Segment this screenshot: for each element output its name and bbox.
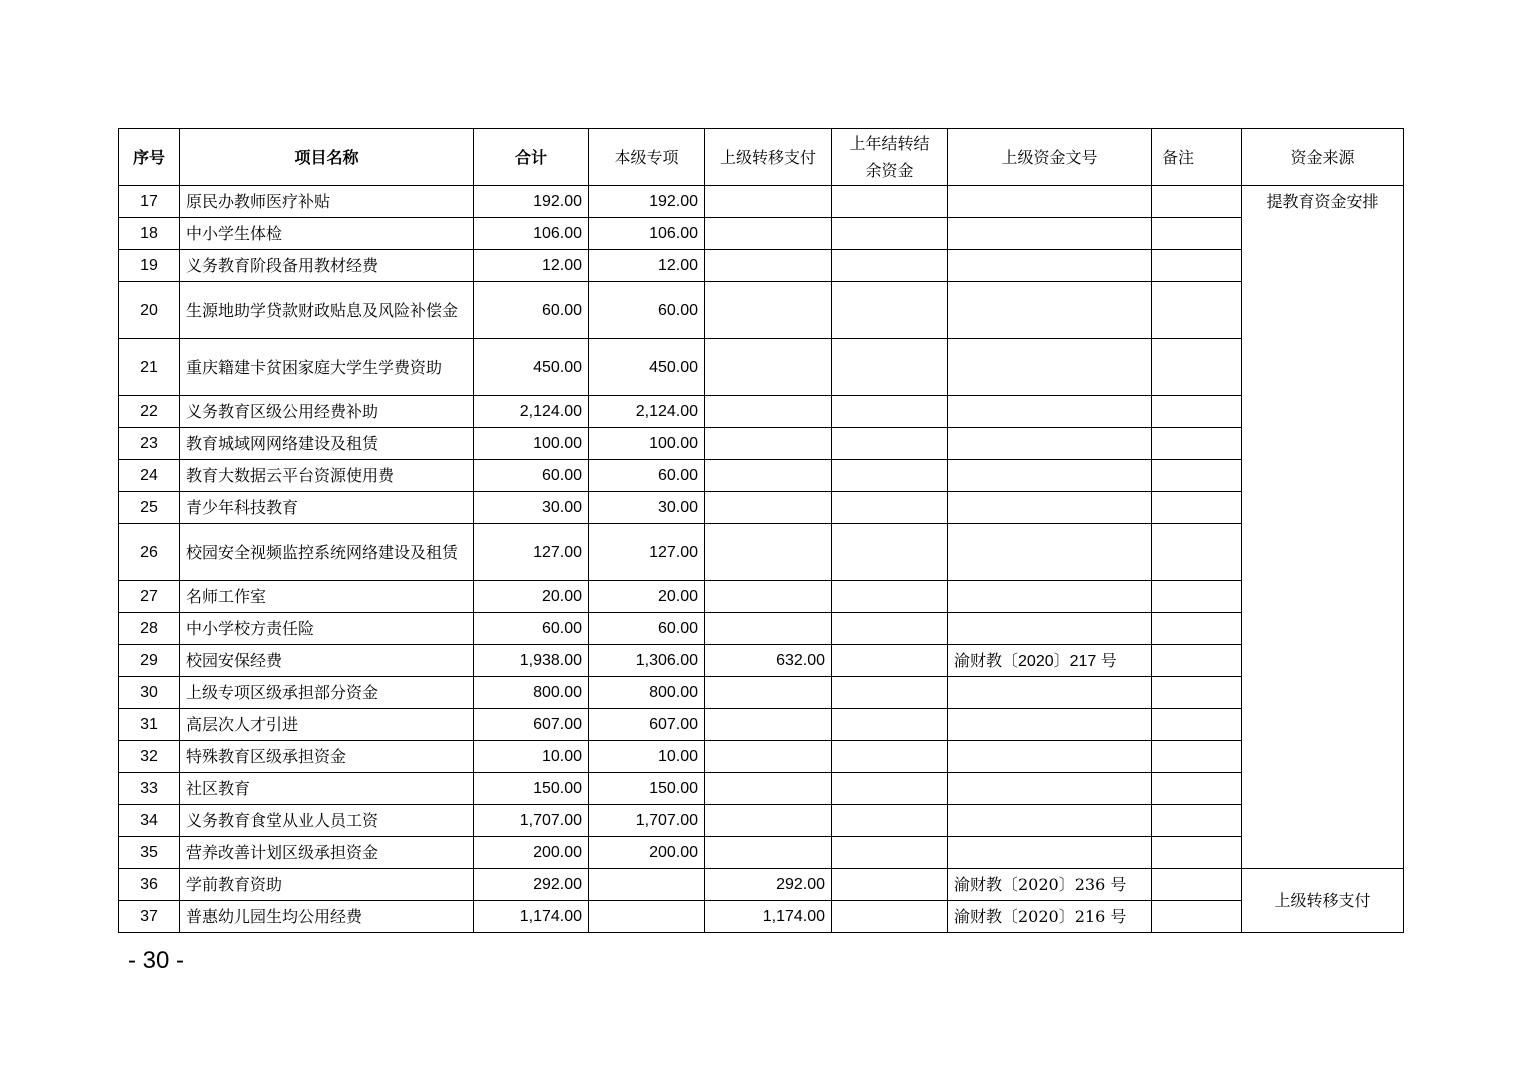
- row-seq: 36: [119, 869, 180, 901]
- row-total: 450.00: [474, 339, 589, 396]
- row-transfer: [705, 709, 832, 741]
- row-total: 192.00: [474, 186, 589, 218]
- row-local: 60.00: [589, 613, 705, 645]
- row-transfer: [705, 773, 832, 805]
- row-transfer: [705, 428, 832, 460]
- row-transfer: [705, 677, 832, 709]
- row-docno: [948, 581, 1152, 613]
- row-docno: [948, 492, 1152, 524]
- row-carryover: [832, 339, 948, 396]
- row-remark: [1152, 869, 1242, 901]
- row-remark: [1152, 186, 1242, 218]
- row-name: 青少年科技教育: [180, 492, 474, 524]
- row-total: 1,707.00: [474, 805, 589, 837]
- row-transfer: [705, 805, 832, 837]
- row-transfer: [705, 339, 832, 396]
- row-name: 重庆籍建卡贫困家庭大学生学费资助: [180, 339, 474, 396]
- row-total: 10.00: [474, 741, 589, 773]
- row-seq: 24: [119, 460, 180, 492]
- row-name: 义务教育阶段备用教材经费: [180, 250, 474, 282]
- row-docno: [948, 837, 1152, 869]
- row-carryover: [832, 218, 948, 250]
- row-local: 60.00: [589, 460, 705, 492]
- row-remark: [1152, 250, 1242, 282]
- source-cell-group1: 提教育资金安排: [1242, 186, 1404, 869]
- row-transfer: [705, 186, 832, 218]
- row-carryover: [832, 645, 948, 677]
- row-local: 1,707.00: [589, 805, 705, 837]
- row-transfer: [705, 524, 832, 581]
- row-docno: [948, 428, 1152, 460]
- row-local: 1,306.00: [589, 645, 705, 677]
- table-row: [119, 186, 1404, 218]
- row-total: 106.00: [474, 218, 589, 250]
- row-remark: [1152, 492, 1242, 524]
- row-docno: [948, 250, 1152, 282]
- header-carryover: 上年结转结余资金: [832, 129, 948, 186]
- row-transfer: [705, 218, 832, 250]
- row-carryover: [832, 709, 948, 741]
- row-local: 30.00: [589, 492, 705, 524]
- row-name: 中小学校方责任险: [180, 613, 474, 645]
- table-row: [119, 869, 1404, 901]
- row-name: 名师工作室: [180, 581, 474, 613]
- row-transfer: [705, 613, 832, 645]
- row-local: 100.00: [589, 428, 705, 460]
- table-row: [119, 741, 1404, 773]
- table-row: [119, 805, 1404, 837]
- row-carryover: [832, 805, 948, 837]
- row-local: 20.00: [589, 581, 705, 613]
- row-total: 20.00: [474, 581, 589, 613]
- row-total: 12.00: [474, 250, 589, 282]
- row-transfer: 632.00: [705, 645, 832, 677]
- row-remark: [1152, 645, 1242, 677]
- row-local: 450.00: [589, 339, 705, 396]
- row-name: 学前教育资助: [180, 869, 474, 901]
- row-docno: [948, 396, 1152, 428]
- row-carryover: [832, 869, 948, 901]
- header-transfer: 上级转移支付: [705, 129, 832, 186]
- row-total: 800.00: [474, 677, 589, 709]
- row-name: 原民办教师医疗补贴: [180, 186, 474, 218]
- row-docno: [948, 460, 1152, 492]
- row-carryover: [832, 901, 948, 933]
- header-total: 合计: [474, 129, 589, 186]
- row-remark: [1152, 460, 1242, 492]
- row-seq: 19: [119, 250, 180, 282]
- row-total: 200.00: [474, 837, 589, 869]
- header-source: 资金来源: [1242, 129, 1404, 186]
- row-seq: 33: [119, 773, 180, 805]
- table-row: [119, 677, 1404, 709]
- row-remark: [1152, 773, 1242, 805]
- row-transfer: [705, 837, 832, 869]
- table-row: [119, 901, 1404, 933]
- row-transfer: [705, 492, 832, 524]
- row-transfer: [705, 460, 832, 492]
- header-seq: 序号: [119, 129, 180, 186]
- row-docno: [948, 805, 1152, 837]
- row-name: 普惠幼儿园生均公用经费: [180, 901, 474, 933]
- table-row: [119, 428, 1404, 460]
- row-local: [589, 901, 705, 933]
- row-carryover: [832, 396, 948, 428]
- table-row: [119, 709, 1404, 741]
- row-docno: 渝财教〔2020〕216 号: [948, 901, 1152, 933]
- row-remark: [1152, 581, 1242, 613]
- table-row: [119, 524, 1404, 581]
- row-remark: [1152, 613, 1242, 645]
- header-remark: 备注: [1152, 129, 1242, 186]
- row-total: 60.00: [474, 613, 589, 645]
- row-remark: [1152, 428, 1242, 460]
- row-remark: [1152, 218, 1242, 250]
- row-name: 校园安全视频监控系统网络建设及租赁: [180, 524, 474, 581]
- row-name: 上级专项区级承担部分资金: [180, 677, 474, 709]
- table-row: [119, 773, 1404, 805]
- row-local: 150.00: [589, 773, 705, 805]
- row-total: 2,124.00: [474, 396, 589, 428]
- header-docno: 上级资金文号: [948, 129, 1152, 186]
- table-row: [119, 339, 1404, 396]
- row-total: 150.00: [474, 773, 589, 805]
- row-docno: [948, 524, 1152, 581]
- row-docno: [948, 186, 1152, 218]
- row-local: 127.00: [589, 524, 705, 581]
- table-row: [119, 218, 1404, 250]
- row-carryover: [832, 460, 948, 492]
- row-name: 社区教育: [180, 773, 474, 805]
- row-seq: 37: [119, 901, 180, 933]
- row-name: 营养改善计划区级承担资金: [180, 837, 474, 869]
- row-name: 义务教育区级公用经费补助: [180, 396, 474, 428]
- row-docno: [948, 613, 1152, 645]
- row-docno: [948, 773, 1152, 805]
- row-total: 127.00: [474, 524, 589, 581]
- header-name: 项目名称: [180, 129, 474, 186]
- page-number: - 30 -: [128, 947, 185, 974]
- row-seq: 26: [119, 524, 180, 581]
- row-seq: 34: [119, 805, 180, 837]
- row-seq: 25: [119, 492, 180, 524]
- table-row: [119, 613, 1404, 645]
- row-local: 106.00: [589, 218, 705, 250]
- row-docno: [948, 677, 1152, 709]
- table-row: [119, 492, 1404, 524]
- row-local: 607.00: [589, 709, 705, 741]
- row-seq: 30: [119, 677, 180, 709]
- row-local: 10.00: [589, 741, 705, 773]
- row-carryover: [832, 773, 948, 805]
- row-name: 义务教育食堂从业人员工资: [180, 805, 474, 837]
- row-seq: 27: [119, 581, 180, 613]
- row-docno: 渝财教〔2020〕236 号: [948, 869, 1152, 901]
- row-carryover: [832, 524, 948, 581]
- row-local: 2,124.00: [589, 396, 705, 428]
- row-total: 60.00: [474, 282, 589, 339]
- row-docno: [948, 282, 1152, 339]
- row-docno: [948, 741, 1152, 773]
- row-docno: [948, 218, 1152, 250]
- table-row: [119, 645, 1404, 677]
- row-transfer: 292.00: [705, 869, 832, 901]
- table-row: [119, 581, 1404, 613]
- row-seq: 22: [119, 396, 180, 428]
- row-carryover: [832, 837, 948, 869]
- header-local: 本级专项: [589, 129, 705, 186]
- table-row: [119, 837, 1404, 869]
- row-remark: [1152, 837, 1242, 869]
- row-remark: [1152, 524, 1242, 581]
- row-transfer: [705, 396, 832, 428]
- row-carryover: [832, 428, 948, 460]
- row-remark: [1152, 805, 1242, 837]
- row-seq: 23: [119, 428, 180, 460]
- row-local: 800.00: [589, 677, 705, 709]
- row-seq: 32: [119, 741, 180, 773]
- table-row: [119, 282, 1404, 339]
- row-name: 教育大数据云平台资源使用费: [180, 460, 474, 492]
- row-total: 60.00: [474, 460, 589, 492]
- table-row: [119, 396, 1404, 428]
- row-carryover: [832, 741, 948, 773]
- row-carryover: [832, 581, 948, 613]
- header-row: [119, 129, 1404, 186]
- row-name: 生源地助学贷款财政贴息及风险补偿金: [180, 282, 474, 339]
- row-total: 30.00: [474, 492, 589, 524]
- row-seq: 18: [119, 218, 180, 250]
- docno-prefix: 渝财教〔: [954, 650, 1019, 670]
- row-remark: [1152, 282, 1242, 339]
- row-name: 特殊教育区级承担资金: [180, 741, 474, 773]
- row-name: 校园安保经费: [180, 645, 474, 677]
- row-transfer: [705, 250, 832, 282]
- source-cell-group2: 上级转移支付: [1242, 869, 1404, 933]
- row-seq: 31: [119, 709, 180, 741]
- row-remark: [1152, 901, 1242, 933]
- row-transfer: [705, 282, 832, 339]
- row-total: 292.00: [474, 869, 589, 901]
- row-remark: [1152, 741, 1242, 773]
- row-seq: 20: [119, 282, 180, 339]
- row-docno: [948, 339, 1152, 396]
- row-total: 1,174.00: [474, 901, 589, 933]
- row-local: 192.00: [589, 186, 705, 218]
- row-local: 60.00: [589, 282, 705, 339]
- row-total: 1,938.00: [474, 645, 589, 677]
- row-remark: [1152, 339, 1242, 396]
- row-carryover: [832, 250, 948, 282]
- row-seq: 29: [119, 645, 180, 677]
- row-name: 中小学生体检: [180, 218, 474, 250]
- table-row: [119, 460, 1404, 492]
- row-name: 教育城域网网络建设及租赁: [180, 428, 474, 460]
- row-name: 高层次人才引进: [180, 709, 474, 741]
- row-local: [589, 869, 705, 901]
- row-seq: 28: [119, 613, 180, 645]
- row-total: 607.00: [474, 709, 589, 741]
- docno-year: 2020: [1018, 652, 1054, 670]
- row-remark: [1152, 709, 1242, 741]
- row-transfer: [705, 581, 832, 613]
- row-carryover: [832, 186, 948, 218]
- row-carryover: [832, 677, 948, 709]
- row-remark: [1152, 677, 1242, 709]
- docno-suffix: 〕217 号: [1053, 652, 1117, 670]
- row-local: 200.00: [589, 837, 705, 869]
- row-seq: 21: [119, 339, 180, 396]
- table-row: [119, 250, 1404, 282]
- row-carryover: [832, 613, 948, 645]
- row-remark: [1152, 396, 1242, 428]
- row-local: 12.00: [589, 250, 705, 282]
- row-seq: 17: [119, 186, 180, 218]
- row-transfer: [705, 741, 832, 773]
- row-transfer: 1,174.00: [705, 901, 832, 933]
- row-total: 100.00: [474, 428, 589, 460]
- row-docno: [948, 645, 1152, 677]
- row-docno: [948, 709, 1152, 741]
- row-carryover: [832, 492, 948, 524]
- row-carryover: [832, 282, 948, 339]
- budget-table: [118, 128, 1404, 933]
- row-seq: 35: [119, 837, 180, 869]
